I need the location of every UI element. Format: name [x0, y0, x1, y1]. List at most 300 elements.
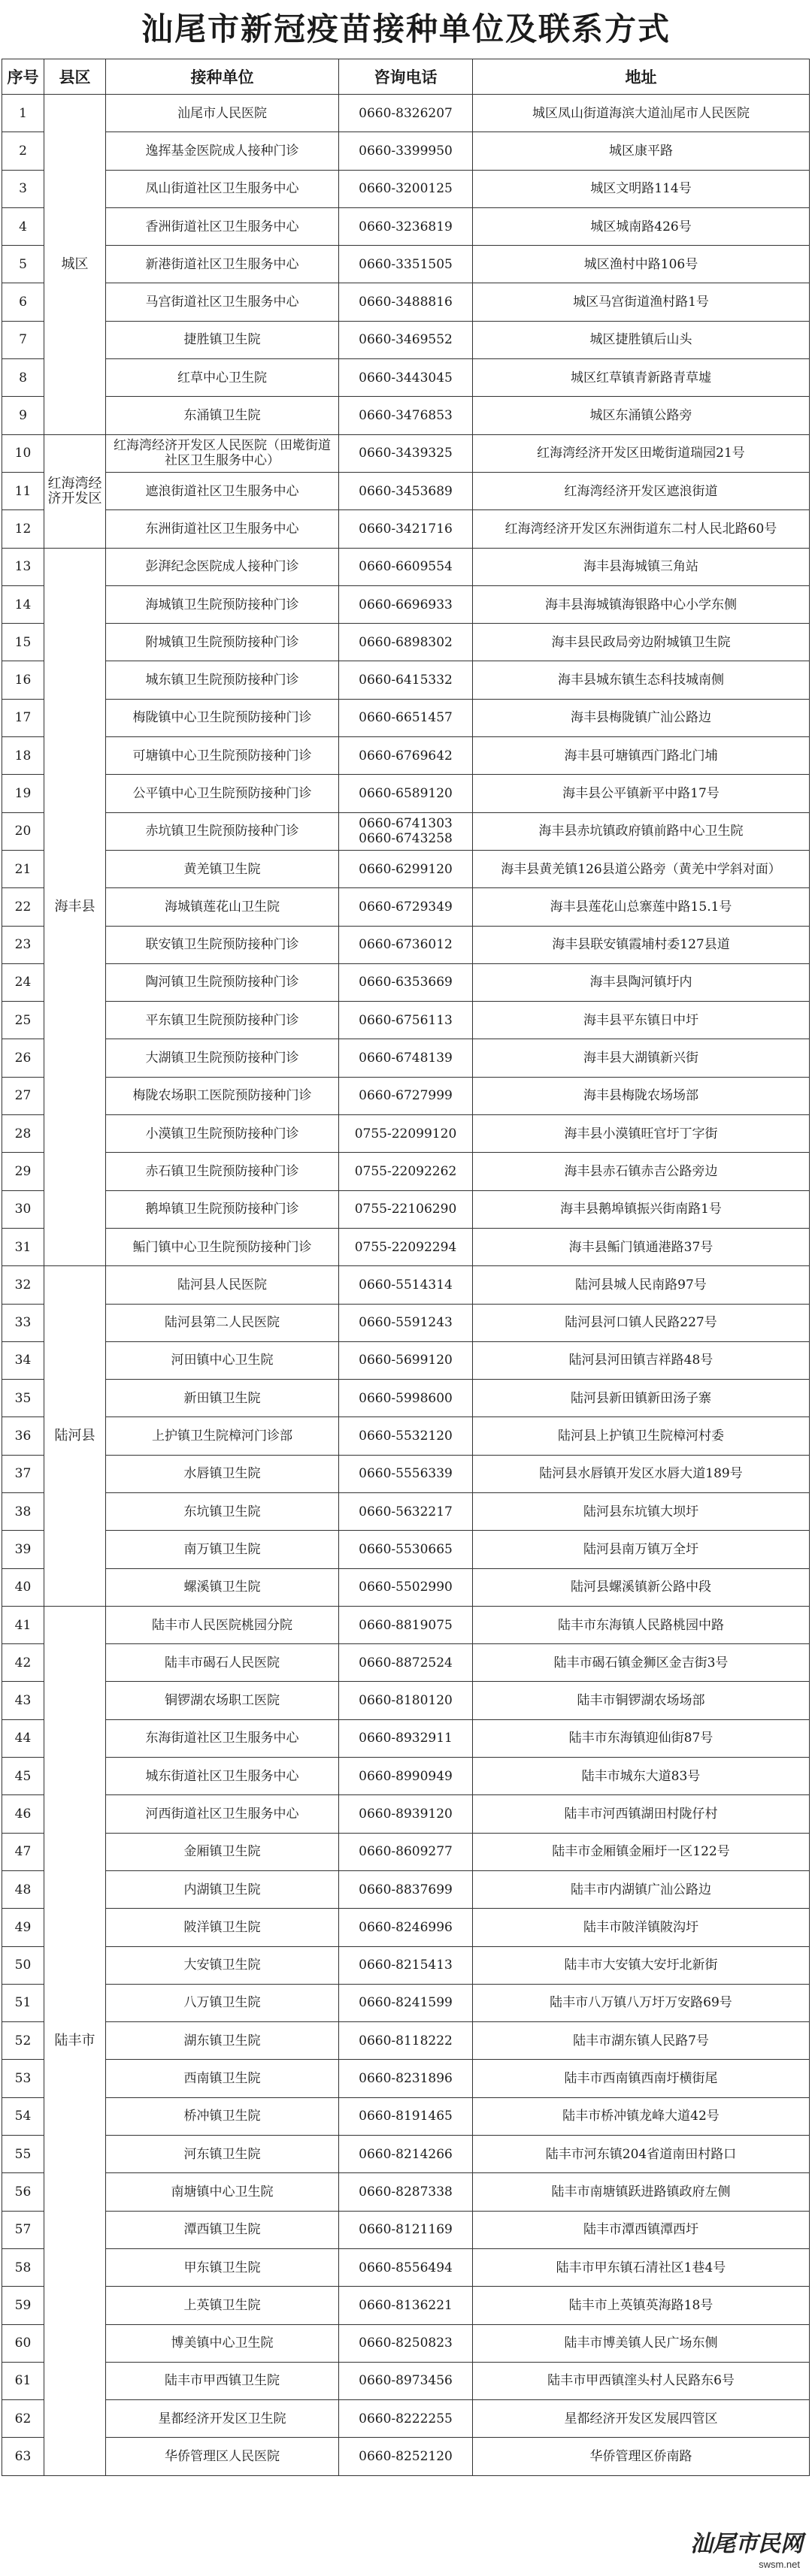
phone-cell: 0660-6589120 — [339, 775, 473, 812]
unit-cell: 陶河镇卫生院预防接种门诊 — [106, 963, 339, 1001]
unit-cell: 甲东镇卫生院 — [106, 2248, 339, 2286]
row-number: 31 — [2, 1228, 44, 1265]
row-number: 29 — [2, 1153, 44, 1190]
address-cell: 海丰县平东镇日中圩 — [473, 1002, 810, 1039]
address-cell: 海丰县梅陇镇广汕公路边 — [473, 699, 810, 736]
unit-cell: 赤坑镇卫生院预防接种门诊 — [106, 812, 339, 850]
address-cell: 城区康平路 — [473, 132, 810, 170]
unit-cell: 陆河县第二人民医院 — [106, 1304, 339, 1341]
row-number: 63 — [2, 2438, 44, 2475]
phone-cell: 0660-8214266 — [339, 2136, 473, 2173]
unit-cell: 大安镇卫生院 — [106, 1946, 339, 1984]
row-number: 20 — [2, 812, 44, 850]
address-cell: 城区凤山街道海滨大道汕尾市人民医院 — [473, 95, 810, 132]
unit-cell: 海城镇卫生院预防接种门诊 — [106, 585, 339, 623]
phone-cell: 0660-5998600 — [339, 1380, 473, 1417]
table-body — [2, 95, 810, 2476]
phone-cell: 0660-6727999 — [339, 1077, 473, 1114]
phone-cell: 0660-8326207 — [339, 95, 473, 132]
unit-cell: 新田镇卫生院 — [106, 1380, 339, 1417]
header-no: 序号 — [2, 59, 44, 95]
address-cell: 陆河县河田镇吉祥路48号 — [473, 1341, 810, 1379]
address-cell: 陆丰市东海镇迎仙街87号 — [473, 1719, 810, 1757]
table-row — [2, 1153, 810, 1190]
unit-cell: 赤石镇卫生院预防接种门诊 — [106, 1153, 339, 1190]
phone-cell: 0660-8241599 — [339, 1984, 473, 2021]
table-row — [2, 2173, 810, 2211]
address-cell: 陆丰市内湖镇广汕公路边 — [473, 1870, 810, 1908]
address-cell: 海丰县莲花山总寨莲中路15.1号 — [473, 888, 810, 926]
site-watermark — [680, 2529, 807, 2573]
table-row — [2, 2324, 810, 2362]
table-row — [2, 2362, 810, 2399]
row-number: 60 — [2, 2324, 44, 2362]
table-row — [2, 170, 810, 207]
unit-cell: 汕尾市人民医院 — [106, 95, 339, 132]
address-cell: 海丰县小漠镇旺官圩丁字街 — [473, 1115, 810, 1153]
table-row — [2, 926, 810, 963]
address-cell: 陆丰市大安镇大安圩北新街 — [473, 1946, 810, 1984]
unit-cell: 南塘镇中心卫生院 — [106, 2173, 339, 2211]
table-row — [2, 283, 810, 321]
district-cell: 红海湾经济开发区 — [44, 434, 106, 548]
table-row — [2, 812, 810, 850]
row-number: 7 — [2, 321, 44, 358]
table-row — [2, 132, 810, 170]
row-number: 32 — [2, 1266, 44, 1304]
row-number: 30 — [2, 1190, 44, 1228]
watermark-url: swsm.net — [759, 2559, 800, 2570]
phone-cell: 0660-8121169 — [339, 2211, 473, 2248]
address-cell: 陆丰市桥冲镇龙峰大道42号 — [473, 2097, 810, 2135]
address-cell: 华侨管理区侨南路 — [473, 2438, 810, 2475]
row-number: 53 — [2, 2060, 44, 2097]
row-number: 18 — [2, 737, 44, 775]
row-number: 6 — [2, 283, 44, 321]
row-number: 21 — [2, 850, 44, 887]
table-row — [2, 2287, 810, 2324]
address-cell: 陆河县城人民南路97号 — [473, 1266, 810, 1304]
table-row — [2, 1682, 810, 1719]
table-row — [2, 1568, 810, 1606]
table-row — [2, 888, 810, 926]
table-row — [2, 775, 810, 812]
table-row — [2, 737, 810, 775]
unit-cell: 公平镇中心卫生院预防接种门诊 — [106, 775, 339, 812]
address-cell: 海丰县赤坑镇政府镇前路中心卫生院 — [473, 812, 810, 850]
table-row — [2, 548, 810, 585]
table-row — [2, 1606, 810, 1643]
address-cell: 星都经济开发区发展四管区 — [473, 2400, 810, 2438]
table-row — [2, 1644, 810, 1682]
address-cell: 城区马宫街道渔村路1号 — [473, 283, 810, 321]
table-row — [2, 1531, 810, 1568]
row-number: 23 — [2, 926, 44, 963]
unit-cell: 陆丰市碣石人民医院 — [106, 1644, 339, 1682]
row-number: 12 — [2, 510, 44, 548]
table-row — [2, 1002, 810, 1039]
unit-cell: 红草中心卫生院 — [106, 359, 339, 397]
address-cell: 陆丰市博美镇人民广场东侧 — [473, 2324, 810, 2362]
table-row — [2, 1304, 810, 1341]
unit-cell: 小漠镇卫生院预防接种门诊 — [106, 1115, 339, 1153]
phone-cell: 0660-8973456 — [339, 2362, 473, 2399]
unit-cell: 梅陇镇中心卫生院预防接种门诊 — [106, 699, 339, 736]
table-row — [2, 321, 810, 358]
row-number: 59 — [2, 2287, 44, 2324]
table-row — [2, 1833, 810, 1870]
phone-cell: 0660-3236819 — [339, 207, 473, 245]
phone-cell: 0660-8136221 — [339, 2287, 473, 2324]
row-number: 16 — [2, 661, 44, 699]
address-cell: 海丰县联安镇霞埔村委127县道 — [473, 926, 810, 963]
phone-cell: 0660-6353669 — [339, 963, 473, 1001]
phone-cell: 0660-3351505 — [339, 246, 473, 283]
phone-cell: 0660-5530665 — [339, 1531, 473, 1568]
table-row — [2, 2248, 810, 2286]
row-number: 25 — [2, 1002, 44, 1039]
address-cell: 海丰县大湖镇新兴街 — [473, 1039, 810, 1077]
phone-cell: 0660-6299120 — [339, 850, 473, 887]
address-cell: 海丰县民政局旁边附城镇卫生院 — [473, 624, 810, 661]
table-row — [2, 1946, 810, 1984]
row-number: 33 — [2, 1304, 44, 1341]
address-cell: 陆丰市甲东镇石清社区1巷4号 — [473, 2248, 810, 2286]
phone-cell: 0660-6748139 — [339, 1039, 473, 1077]
row-number: 50 — [2, 1946, 44, 1984]
header-phone: 咨询电话 — [339, 59, 473, 95]
table-row — [2, 1077, 810, 1114]
phone-cell: 0755-22106290 — [339, 1190, 473, 1228]
phone-cell: 0660-8231896 — [339, 2060, 473, 2097]
table-row — [2, 585, 810, 623]
row-number: 36 — [2, 1417, 44, 1455]
unit-cell: 东洲街道社区卫生服务中心 — [106, 510, 339, 548]
row-number: 61 — [2, 2362, 44, 2399]
phone-cell: 0660-8191465 — [339, 2097, 473, 2135]
phone-cell: 0660-5514314 — [339, 1266, 473, 1304]
unit-cell: 逸挥基金医院成人接种门诊 — [106, 132, 339, 170]
table-row — [2, 1758, 810, 1795]
address-cell: 海丰县黄羌镇126县道公路旁（黄羌中学斜对面） — [473, 850, 810, 887]
address-cell: 陆丰市潭西镇潭西圩 — [473, 2211, 810, 2248]
table-row — [2, 1039, 810, 1077]
table-row — [2, 1492, 810, 1530]
phone-cell: 0755-22099120 — [339, 1115, 473, 1153]
phone-cell: 0660-8990949 — [339, 1758, 473, 1795]
phone-cell: 0660-8932911 — [339, 1719, 473, 1757]
unit-cell: 桥冲镇卫生院 — [106, 2097, 339, 2135]
phone-cell: 0660-8837699 — [339, 1870, 473, 1908]
address-cell: 陆丰市碣石镇金狮区金吉街3号 — [473, 1644, 810, 1682]
phone-cell: 0660-8252120 — [339, 2438, 473, 2475]
row-number: 2 — [2, 132, 44, 170]
phone-cell: 0660-8246996 — [339, 1909, 473, 1946]
address-cell: 海丰县海城镇海银路中心小学东侧 — [473, 585, 810, 623]
row-number: 19 — [2, 775, 44, 812]
address-cell: 陆河县东坑镇大坝圩 — [473, 1492, 810, 1530]
table-row — [2, 246, 810, 283]
table-row — [2, 1341, 810, 1379]
row-number: 28 — [2, 1115, 44, 1153]
table-row — [2, 95, 810, 132]
table-row — [2, 1115, 810, 1153]
table-header-row — [2, 59, 810, 95]
row-number: 42 — [2, 1644, 44, 1682]
unit-cell: 遮浪街道社区卫生服务中心 — [106, 472, 339, 509]
address-cell: 海丰县赤石镇赤吉公路旁边 — [473, 1153, 810, 1190]
row-number: 56 — [2, 2173, 44, 2211]
unit-cell: 上护镇卫生院樟河门诊部 — [106, 1417, 339, 1455]
unit-cell: 陆丰市甲西镇卫生院 — [106, 2362, 339, 2399]
row-number: 26 — [2, 1039, 44, 1077]
unit-cell: 潭西镇卫生院 — [106, 2211, 339, 2248]
unit-cell: 八万镇卫生院 — [106, 1984, 339, 2021]
address-cell: 城区红草镇青新路青草墟 — [473, 359, 810, 397]
address-cell: 海丰县陶河镇圩内 — [473, 963, 810, 1001]
table-row — [2, 2400, 810, 2438]
row-number: 51 — [2, 1984, 44, 2021]
unit-cell: 陆丰市人民医院桃园分院 — [106, 1606, 339, 1643]
table-row — [2, 2097, 810, 2135]
row-number: 17 — [2, 699, 44, 736]
address-cell: 陆河县河口镇人民路227号 — [473, 1304, 810, 1341]
phone-cell: 0660-8609277 — [339, 1833, 473, 1870]
phone-cell: 0660-5591243 — [339, 1304, 473, 1341]
address-cell: 海丰县城东镇生态科技城南侧 — [473, 661, 810, 699]
unit-cell: 水唇镇卫生院 — [106, 1455, 339, 1492]
district-cell: 海丰县 — [44, 548, 106, 1266]
phone-cell: 0660-8118222 — [339, 2022, 473, 2060]
address-cell: 城区城南路426号 — [473, 207, 810, 245]
phone-cell: 0660-3399950 — [339, 132, 473, 170]
address-cell: 城区渔村中路106号 — [473, 246, 810, 283]
phone-cell: 0660-6769642 — [339, 737, 473, 775]
address-cell: 陆河县螺溪镇新公路中段 — [473, 1568, 810, 1606]
address-cell: 陆丰市东海镇人民路桃园中路 — [473, 1606, 810, 1643]
unit-cell: 华侨管理区人民医院 — [106, 2438, 339, 2475]
unit-cell: 螺溪镇卫生院 — [106, 1568, 339, 1606]
unit-cell: 彭湃纪念医院成人接种门诊 — [106, 548, 339, 585]
unit-cell: 星都经济开发区卫生院 — [106, 2400, 339, 2438]
address-cell: 陆河县水唇镇开发区水唇大道189号 — [473, 1455, 810, 1492]
row-number: 37 — [2, 1455, 44, 1492]
table-row — [2, 1909, 810, 1946]
address-cell: 陆河县上护镇卫生院樟河村委 — [473, 1417, 810, 1455]
phone-cell: 0660-6756113 — [339, 1002, 473, 1039]
address-cell: 海丰县可塘镇西门路北门埔 — [473, 737, 810, 775]
row-number: 43 — [2, 1682, 44, 1719]
row-number: 62 — [2, 2400, 44, 2438]
table-row — [2, 472, 810, 509]
row-number: 57 — [2, 2211, 44, 2248]
address-cell: 陆丰市河西镇湖田村陇仔村 — [473, 1795, 810, 1833]
header-address: 地址 — [473, 59, 810, 95]
unit-cell: 东涌镇卫生院 — [106, 397, 339, 434]
phone-cell: 0660-5532120 — [339, 1417, 473, 1455]
table-row — [2, 1719, 810, 1757]
phone-cell: 0660-8180120 — [339, 1682, 473, 1719]
phone-cell: 0660-5632217 — [339, 1492, 473, 1530]
phone-cell: 0660-6898302 — [339, 624, 473, 661]
row-number: 15 — [2, 624, 44, 661]
phone-cell: 0660-3469552 — [339, 321, 473, 358]
table-row — [2, 2211, 810, 2248]
unit-cell: 内湖镇卫生院 — [106, 1870, 339, 1908]
row-number: 9 — [2, 397, 44, 434]
table-row — [2, 1380, 810, 1417]
unit-cell: 上英镇卫生院 — [106, 2287, 339, 2324]
unit-cell: 捷胜镇卫生院 — [106, 321, 339, 358]
row-number: 38 — [2, 1492, 44, 1530]
phone-cell: 0660-8222255 — [339, 2400, 473, 2438]
row-number: 34 — [2, 1341, 44, 1379]
table-row — [2, 661, 810, 699]
address-cell: 陆丰市上英镇英海路18号 — [473, 2287, 810, 2324]
phone-cell: 0660-6741303 0660-6743258 — [339, 812, 473, 850]
address-cell: 陆丰市金厢镇金厢圩一区122号 — [473, 1833, 810, 1870]
address-cell: 海丰县梅陇农场场部 — [473, 1077, 810, 1114]
address-cell: 红海湾经济开发区遮浪街道 — [473, 472, 810, 509]
table-row — [2, 359, 810, 397]
phone-cell: 0660-8872524 — [339, 1644, 473, 1682]
row-number: 8 — [2, 359, 44, 397]
table-row — [2, 510, 810, 548]
table-row — [2, 397, 810, 434]
phone-cell: 0660-3476853 — [339, 397, 473, 434]
address-cell: 陆丰市南塘镇跃进路镇政府左侧 — [473, 2173, 810, 2211]
unit-cell: 海城镇莲花山卫生院 — [106, 888, 339, 926]
unit-cell: 可塘镇中心卫生院预防接种门诊 — [106, 737, 339, 775]
unit-cell: 南万镇卫生院 — [106, 1531, 339, 1568]
phone-cell: 0660-6609554 — [339, 548, 473, 585]
address-cell: 海丰县鹅埠镇振兴街南路1号 — [473, 1190, 810, 1228]
row-number: 40 — [2, 1568, 44, 1606]
unit-cell: 城东街道社区卫生服务中心 — [106, 1758, 339, 1795]
row-number: 14 — [2, 585, 44, 623]
row-number: 11 — [2, 472, 44, 509]
unit-cell: 附城镇卫生院预防接种门诊 — [106, 624, 339, 661]
row-number: 35 — [2, 1380, 44, 1417]
phone-cell: 0660-3443045 — [339, 359, 473, 397]
row-number: 41 — [2, 1606, 44, 1643]
address-cell: 城区捷胜镇后山头 — [473, 321, 810, 358]
address-cell: 城区东涌镇公路旁 — [473, 397, 810, 434]
address-cell: 陆河县南万镇万全圩 — [473, 1531, 810, 1568]
district-cell: 陆丰市 — [44, 1606, 106, 2475]
row-number: 52 — [2, 2022, 44, 2060]
unit-cell: 城东镇卫生院预防接种门诊 — [106, 661, 339, 699]
unit-cell: 新港街道社区卫生服务中心 — [106, 246, 339, 283]
unit-cell: 河西街道社区卫生服务中心 — [106, 1795, 339, 1833]
phone-cell: 0660-3488816 — [339, 283, 473, 321]
row-number: 47 — [2, 1833, 44, 1870]
address-cell: 海丰县海城镇三角站 — [473, 548, 810, 585]
phone-cell: 0660-8819075 — [339, 1606, 473, 1643]
address-cell: 陆丰市铜锣湖农场场部 — [473, 1682, 810, 1719]
unit-cell: 联安镇卫生院预防接种门诊 — [106, 926, 339, 963]
row-number: 4 — [2, 207, 44, 245]
table-row — [2, 1417, 810, 1455]
phone-cell: 0755-22092262 — [339, 1153, 473, 1190]
address-cell: 陆丰市陂洋镇陂沟圩 — [473, 1909, 810, 1946]
phone-cell: 0660-8215413 — [339, 1946, 473, 1984]
address-cell: 红海湾经济开发区田墘街道瑞园21号 — [473, 434, 810, 472]
unit-cell: 马宫街道社区卫生服务中心 — [106, 283, 339, 321]
phone-cell: 0660-5699120 — [339, 1341, 473, 1379]
unit-cell: 大湖镇卫生院预防接种门诊 — [106, 1039, 339, 1077]
unit-cell: 红海湾经济开发区人民医院（田墘街道社区卫生服务中心） — [106, 434, 339, 472]
table-row — [2, 963, 810, 1001]
address-cell: 陆丰市城东大道83号 — [473, 1758, 810, 1795]
phone-cell: 0660-3421716 — [339, 510, 473, 548]
address-cell: 陆丰市甲西镇漥头村人民路东6号 — [473, 2362, 810, 2399]
unit-cell: 黄羌镇卫生院 — [106, 850, 339, 887]
table-row — [2, 1795, 810, 1833]
table-row — [2, 850, 810, 887]
phone-cell: 0660-8556494 — [339, 2248, 473, 2286]
unit-cell: 梅陇农场职工医院预防接种门诊 — [106, 1077, 339, 1114]
phone-cell: 0660-3439325 — [339, 434, 473, 472]
table-row — [2, 1870, 810, 1908]
address-cell: 陆丰市八万镇八万圩万安路69号 — [473, 1984, 810, 2021]
unit-cell: 铜锣湖农场职工医院 — [106, 1682, 339, 1719]
table-row — [2, 699, 810, 736]
address-cell: 城区文明路114号 — [473, 170, 810, 207]
row-number: 24 — [2, 963, 44, 1001]
row-number: 13 — [2, 548, 44, 585]
unit-cell: 鲘门镇中心卫生院预防接种门诊 — [106, 1228, 339, 1265]
district-cell: 陆河县 — [44, 1266, 106, 1607]
unit-cell: 陆河县人民医院 — [106, 1266, 339, 1304]
table-row — [2, 1984, 810, 2021]
row-number: 10 — [2, 434, 44, 472]
phone-cell: 0660-3200125 — [339, 170, 473, 207]
unit-cell: 香洲街道社区卫生服务中心 — [106, 207, 339, 245]
unit-cell: 平东镇卫生院预防接种门诊 — [106, 1002, 339, 1039]
phone-cell: 0660-8287338 — [339, 2173, 473, 2211]
table-row — [2, 1455, 810, 1492]
address-cell: 陆河县新田镇新田汤子寨 — [473, 1380, 810, 1417]
phone-cell: 0660-6729349 — [339, 888, 473, 926]
address-cell: 海丰县鲘门镇通港路37号 — [473, 1228, 810, 1265]
phone-cell: 0660-8939120 — [339, 1795, 473, 1833]
table-row — [2, 2136, 810, 2173]
table-row — [2, 1266, 810, 1304]
phone-cell: 0660-5502990 — [339, 1568, 473, 1606]
table-row — [2, 624, 810, 661]
district-cell: 城区 — [44, 95, 106, 435]
unit-cell: 博美镇中心卫生院 — [106, 2324, 339, 2362]
phone-cell: 0660-6736012 — [339, 926, 473, 963]
phone-cell: 0660-6415332 — [339, 661, 473, 699]
unit-cell: 河东镇卫生院 — [106, 2136, 339, 2173]
table-row — [2, 434, 810, 472]
header-unit: 接种单位 — [106, 59, 339, 95]
row-number: 46 — [2, 1795, 44, 1833]
row-number: 1 — [2, 95, 44, 132]
unit-cell: 凤山街道社区卫生服务中心 — [106, 170, 339, 207]
phone-cell: 0660-6651457 — [339, 699, 473, 736]
table-row — [2, 207, 810, 245]
unit-cell: 陂洋镇卫生院 — [106, 1909, 339, 1946]
table-row — [2, 2022, 810, 2060]
row-number: 45 — [2, 1758, 44, 1795]
address-cell: 红海湾经济开发区东洲街道东二村人民北路60号 — [473, 510, 810, 548]
table-row — [2, 1228, 810, 1265]
unit-cell: 湖东镇卫生院 — [106, 2022, 339, 2060]
header-district: 县区 — [44, 59, 106, 95]
